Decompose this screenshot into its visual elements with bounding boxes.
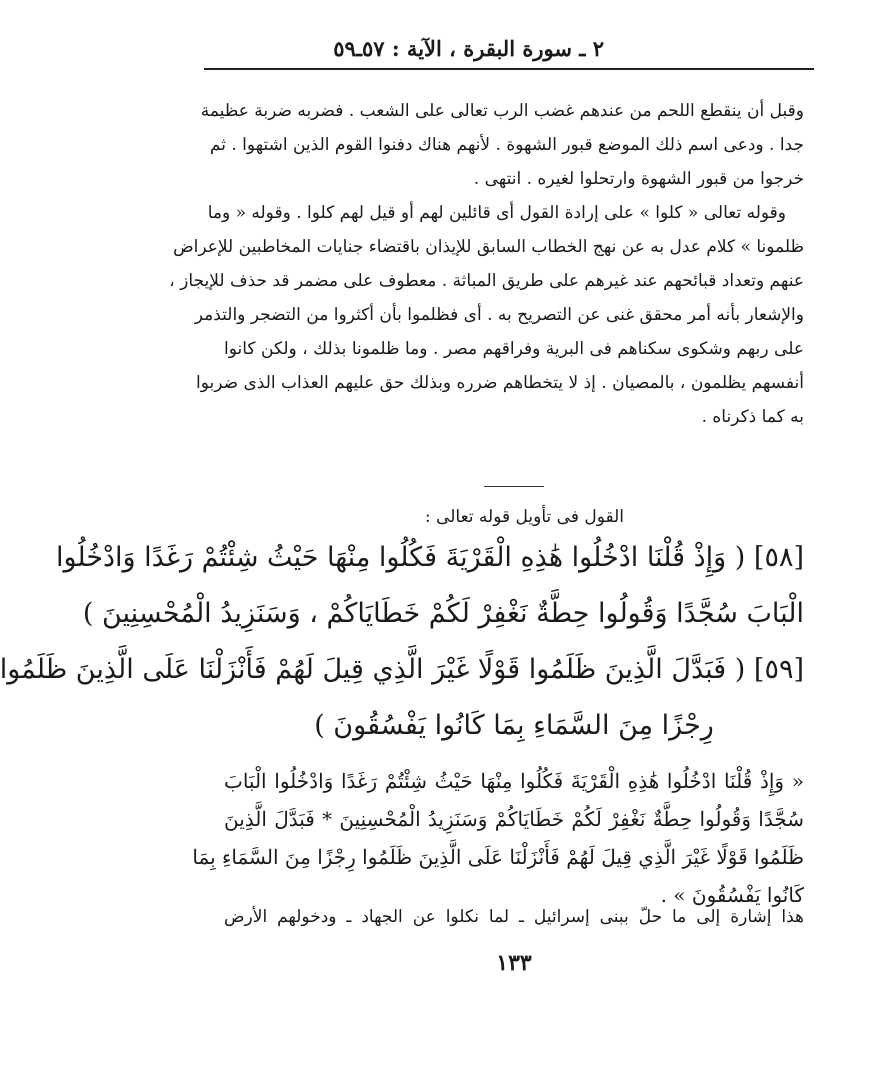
verse-line: [٥٩] ( فَبَدَّلَ الَّذِينَ ظَلَمُوا قَوْلًا غَيْرَ الَّذِي قِيلَ لَهُمْ فَأَنْزَلْنَا عَلَى الَّذِينَ ظَلَمُوا [0,654,804,685]
verse-line: [٥٨] ( وَإِذْ قُلْنَا ادْخُلُوا هَٰذِهِ الْقَرْيَةَ فَكُلُوا مِنْهَا حَيْثُ شِئْتُمْ رَغَدًا وَادْخُلُوا [55,542,804,573]
running-head: ٢ ـ سورة البقرة ، الآية : ٥٧ـ٥٩ [333,36,604,61]
commentary-line: أنفسهم يظلمون ، بالمصيان . إذ لا يتخطاهم ضرره وبذلك حق عليهم العذاب الذى ضربوا [196,373,804,393]
commentary-line: ظلمونا » كلام عدل به عن نهج الخطاب السابق للإيذان باقتضاء جنايات المخاطبين للإعراض [173,237,804,257]
quote-line: كَانُوا يَفْسُقُونَ » . [660,883,804,907]
section-heading: القول فى تأويل قوله تعالى : [424,507,624,527]
closing-line: هذا إشارة إلى ما حلّ ببنى إسرائيل ـ لما نكلوا عن الجهاد ـ ودخولهم الأرض [224,907,804,927]
commentary-line: به كما ذكرناه . [701,407,804,427]
commentary-line: خرجوا من قبور الشهوة وارتحلوا لغيره . انتهى . [473,169,804,189]
verse-line: الْبَابَ سُجَّدًا وَقُولُوا حِطَّةٌ نَغْفِرْ لَكُمْ خَطَايَاكُمْ ، وَسَنَزِيدُ الْمُحْسِنِينَ ) [82,598,804,629]
commentary-block [169,94,804,434]
commentary-line: وقوله تعالى « كلوا » على إرادة القول أى قائلين لهم أو قيل لهم كلوا . وقوله « وما [207,203,786,223]
commentary-line: والإشعار بأنه أمر محقق غنى عن التصريح به . أى فظلموا بأن أكثروا من التضجر والتذمر [194,305,804,325]
verse-line: رِجْزًا مِنَ السَّمَاءِ بِمَا كَانُوا يَفْسُقُونَ ) [314,710,714,741]
commentary-line: جدا . ودعى اسم ذلك الموضع قبور الشهوة . لأنهم هناك دفنوا القوم الذين اشتهوا . ثم [209,135,804,155]
commentary-line: عنهم وتعداد قبائحهم عند غيرهم على طريق المباثة . معطوف على مضمر قد حذف للإيجاز ، [169,271,804,291]
header-rule [204,68,814,70]
page-number: ١٣٣ [496,950,532,976]
commentary-line: وقبل أن ينقطع اللحم من عندهم غضب الرب تعالى على الشعب . فضربه ضربة عظيمة [200,101,804,121]
quote-line: سُجَّدًا وَقُولُوا حِطَّةٌ نَغْفِرْ لَكُمْ خَطَايَاكُمْ وَسَنَزِيدُ الْمُحْسِنِينَ * فَبَدَّلَ الَّذِينَ [224,807,804,831]
section-divider [484,486,544,487]
quote-block [192,762,804,918]
closing-block [224,900,804,934]
commentary-line: على ربهم وشكوى سكناهم فى البرية وفراقهم مصر . وما ظلمونا بذلك ، ولكن كانوا [224,339,804,359]
quote-line: ظَلَمُوا قَوْلًا غَيْرَ الَّذِي قِيلَ لَهُمْ فَأَنْزَلْنَا عَلَى الَّذِينَ ظَلَمُوا رِجْزًا مِنَ السَّمَاءِ بِمَا [192,845,804,869]
verses-block [0,530,804,760]
quote-line: « وَإِذْ قُلْنَا ادْخُلُوا هَٰذِهِ الْقَرْيَةَ فَكُلُوا مِنْهَا حَيْثُ شِئْتُمْ رَغَدًا وَادْخُلُوا الْبَابَ [224,769,804,793]
